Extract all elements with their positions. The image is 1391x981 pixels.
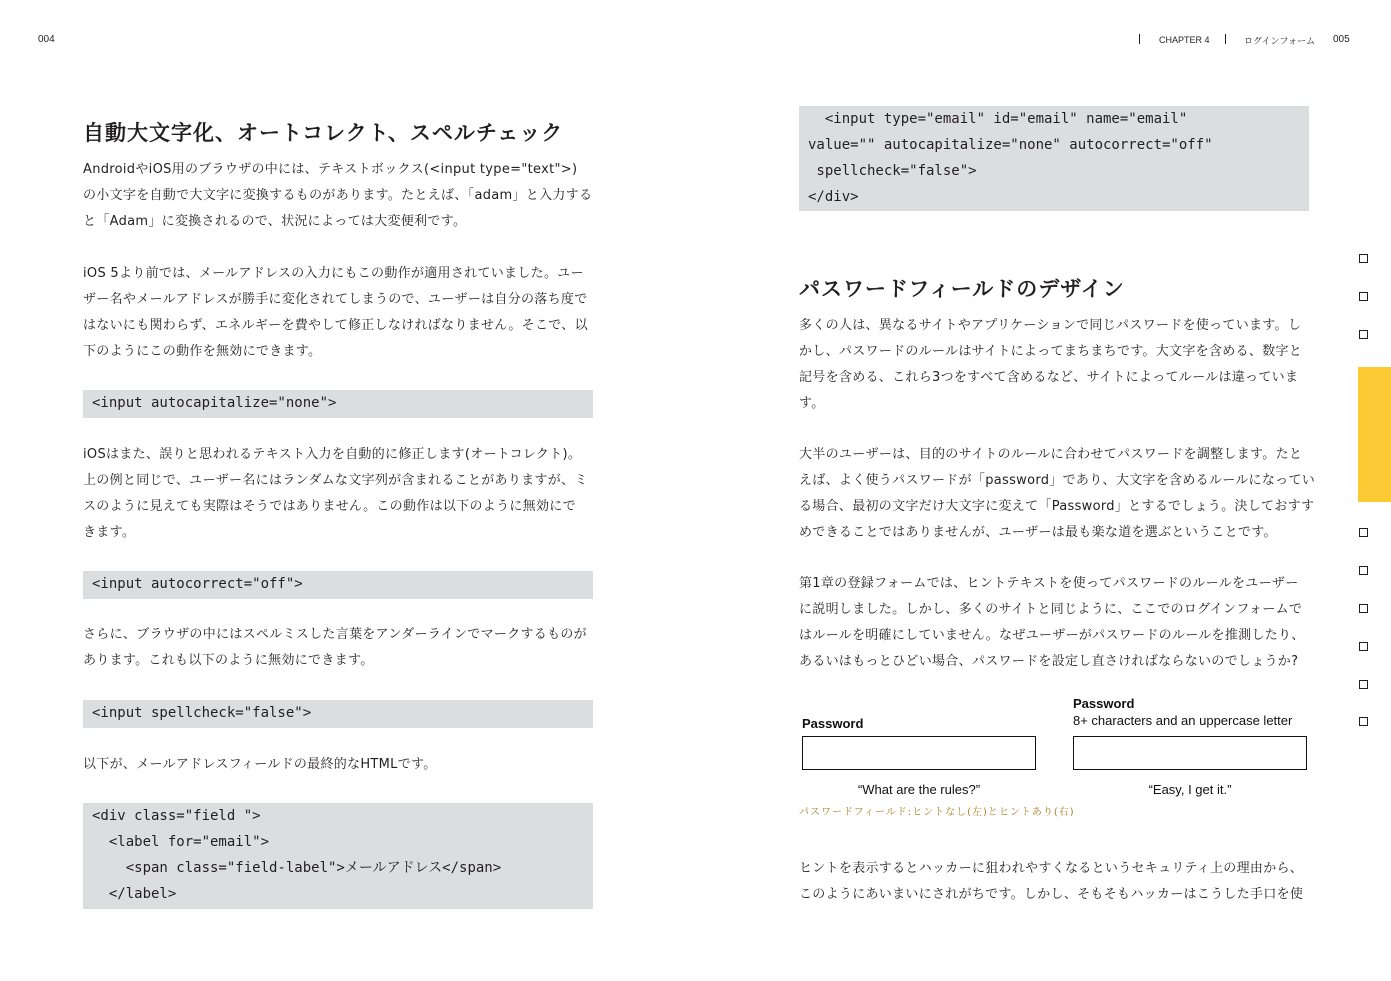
- code-line: </label>: [92, 886, 177, 902]
- text-line: はないにも関わらず、エネルギーを費やして修正しなければなりません。そこで、以: [83, 318, 588, 333]
- chapter-index-marker: [1359, 292, 1368, 301]
- text-line: 大半のユーザーは、目的のサイトのルールに合わせてパスワードを調整します。たと: [799, 447, 1303, 462]
- chapter-index-active-tab: [1358, 367, 1391, 502]
- left-para-2: [83, 261, 595, 365]
- text-line: 多くの人は、異なるサイトやアプリケーションで同じパスワードを使っています。し: [799, 318, 1302, 333]
- password-field-figure: [799, 694, 1311, 818]
- text-line: めできることではありませんが、ユーザーは最も楽な道を選ぶということです。: [799, 525, 1277, 540]
- code-line: <input spellcheck="false">: [92, 705, 312, 721]
- text-line: スのように見えても実際はそうではありません。この動作は以下のように無効にで: [83, 499, 576, 514]
- code-block-autocorrect: [83, 571, 593, 599]
- left-para-1: [83, 157, 595, 235]
- text-line: 以下が、メールアドレスフィールドの最終的なHTMLです。: [83, 757, 437, 772]
- figure-right-hint: 8+ characters and an uppercase letter: [1073, 713, 1293, 728]
- section-heading-password: パスワードフィールドのデザイン: [799, 277, 1125, 301]
- text-line: かし、パスワードのルールはサイトによってまちまちです。大文字を含める、数字と: [799, 344, 1303, 359]
- left-para-5: [83, 752, 595, 778]
- chapter-index-marker: [1359, 330, 1368, 339]
- text-line: の小文字を自動で大文字に変換するものがあります。たとえば、「adam」と入力する: [83, 188, 593, 203]
- chapter-index-marker: [1359, 642, 1368, 651]
- chapter-index-marker: [1359, 254, 1368, 263]
- code-line: spellcheck="false">: [808, 163, 977, 179]
- right-para-4: [799, 856, 1311, 908]
- figure-left-quote: “What are the rules?”: [857, 782, 981, 797]
- text-line: はルールを明確にしていません。なぜユーザーがパスワードのルールを推測したり、: [799, 628, 1305, 643]
- text-line: きます。: [83, 525, 136, 540]
- code-line: <input type="email" id="email" name="email": [808, 111, 1188, 127]
- code-block-autocapitalize: [83, 390, 593, 418]
- code-block-email-field: [83, 803, 593, 909]
- chapter-index-marker: [1359, 604, 1368, 613]
- page-number-right: 005: [1333, 34, 1350, 45]
- figure-right-quote: “Easy, I get it.”: [1148, 782, 1232, 797]
- text-line: す。: [799, 396, 825, 411]
- text-line: AndroidやiOS用のブラウザの中には、テキストボックス(<input type="text">): [83, 162, 578, 177]
- code-line: <label for="email">: [92, 834, 270, 850]
- left-para-3: [83, 442, 595, 546]
- code-line: </div>: [808, 189, 859, 205]
- chapter-index-marker: [1359, 680, 1368, 689]
- code-line: value="" autocapitalize="none" autocorrect="off": [808, 137, 1213, 153]
- text-line: ザー名やメールアドレスが勝手に変化されてしまうので、ユーザーは自分の落ち度で: [83, 292, 588, 307]
- figure-left-label: Password: [802, 716, 864, 731]
- chapter-index-marker: [1359, 717, 1368, 726]
- figure-caption: パスワードフィールド:ヒントなし(左)とヒントあり(右): [799, 807, 1075, 818]
- code-line: <span class="field-label">メールアドレス</span>: [92, 860, 502, 876]
- right-para-3: [799, 571, 1311, 675]
- text-line: えば、よく使うパスワードが「password」であり、大文字を含めるルールになってい: [799, 473, 1316, 488]
- running-head-divider: [1225, 34, 1226, 44]
- code-block-spellcheck: [83, 700, 593, 728]
- text-line: ヒントを表示するとハッカーに狙われやすくなるというセキュリティ上の理由から、: [799, 861, 1304, 876]
- text-line: 上の例と同じで、ユーザー名にはランダムな文字列が含まれることがありますが、ミ: [83, 473, 588, 488]
- text-line: 下のようにこの動作を無効にできます。: [83, 344, 322, 359]
- chapter-index-marker: [1359, 528, 1368, 537]
- text-line: る場合、最初の文字だけ大文字に変えて「Password」とするでしょう。決しておすす: [799, 499, 1315, 514]
- text-line: と「Adam」に変換されるので、状況によっては大変便利です。: [83, 214, 467, 229]
- text-line: あります。これも以下のように無効にできます。: [83, 653, 374, 668]
- chapter-index-marker: [1359, 566, 1368, 575]
- code-line: <input autocorrect="off">: [92, 576, 303, 592]
- text-line: あるいはもっとひどい場合、パスワードを設定し直さければならないのでしょうか?: [799, 654, 1299, 669]
- running-head-chapter: CHAPTER 4: [1159, 35, 1210, 45]
- figure-right-label: Password: [1073, 696, 1135, 711]
- text-line: iOS 5より前では、メールアドレスの入力にもこの動作が適用されていました。ユー: [83, 266, 584, 281]
- figure-left-password-input: [802, 736, 1036, 770]
- left-para-4: [83, 622, 595, 674]
- text-line: に説明しました。しかし、多くのサイトと同じように、ここでのログインフォームで: [799, 602, 1303, 617]
- code-line: <div class="field ">: [92, 808, 261, 824]
- running-head-divider: [1139, 34, 1140, 44]
- page-number-left: 004: [38, 34, 55, 45]
- right-para-1: [799, 313, 1311, 417]
- text-line: 第1章の登録フォームでは、ヒントテキストを使ってパスワードのルールをユーザー: [799, 576, 1299, 591]
- right-para-2: [799, 442, 1316, 546]
- text-line: このようにあいまいにされがちです。しかし、そもそもハッカーはこうした手口を使: [799, 887, 1304, 902]
- text-line: iOSはまた、誤りと思われるテキスト入力を自動的に修正します(オートコレクト)。: [83, 447, 582, 462]
- text-line: 記号を含める、これら3つをすべて含めるなど、サイトによってルールは違っていま: [799, 370, 1299, 385]
- code-block-email-field-continued: [799, 106, 1309, 211]
- section-heading-autocapitalize: 自動大文字化、オートコレクト、スペルチェック: [83, 121, 564, 145]
- running-head-section: ログインフォーム: [1244, 36, 1316, 46]
- text-line: さらに、ブラウザの中にはスペルミスした言葉をアンダーラインでマークするものが: [83, 627, 587, 642]
- figure-right-password-input: [1073, 736, 1307, 770]
- code-line: <input autocapitalize="none">: [92, 395, 337, 411]
